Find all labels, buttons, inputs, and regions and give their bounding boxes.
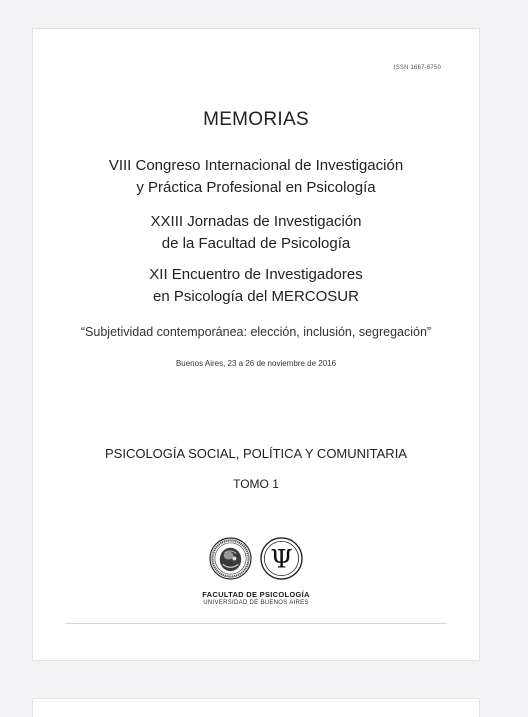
- section-title: PSICOLOGÍA SOCIAL, POLÍTICA Y COMUNITARIA: [105, 446, 407, 461]
- event-encuentro: [33, 264, 479, 308]
- event-encuentro-line2: en Psicología del MERCOSUR: [153, 288, 359, 305]
- issn-label: ISSN 1667-6750: [393, 65, 441, 71]
- volume-label: TOMO 1: [233, 477, 279, 491]
- memorias-heading: MEMORIAS: [203, 109, 309, 130]
- footer-divider: [65, 623, 447, 624]
- psi-symbol: Ψ: [270, 543, 293, 574]
- event-congreso-line1: VIII Congreso Internacional de Investigación: [108, 157, 404, 174]
- faculty-name: FACULTAD DE PSICOLOGÍA: [202, 590, 310, 599]
- event-congreso-line2: y Práctica Profesional en Psicología: [136, 179, 376, 196]
- university-name: UNIVERSIDAD DE BUENOS AIRES: [203, 600, 309, 606]
- tagline: “Subjetividad contemporánea: elección, inclusión, segregación”: [80, 325, 432, 339]
- event-jornadas-line2: de la Facultad de Psicología: [161, 235, 351, 252]
- event-congreso: [33, 155, 479, 199]
- document-page: [32, 28, 480, 661]
- date-place: Buenos Aires, 23 a 26 de noviembre de 2016: [175, 359, 337, 368]
- university-seal-icon: [209, 537, 252, 580]
- next-document-page: [32, 698, 480, 717]
- logos-row: [33, 537, 479, 580]
- event-jornadas: [33, 211, 479, 255]
- event-encuentro-line1: XII Encuentro de Investigadores: [149, 266, 363, 283]
- psi-emblem-icon: [260, 537, 303, 580]
- event-jornadas-line1: XXIII Jornadas de Investigación: [150, 213, 362, 230]
